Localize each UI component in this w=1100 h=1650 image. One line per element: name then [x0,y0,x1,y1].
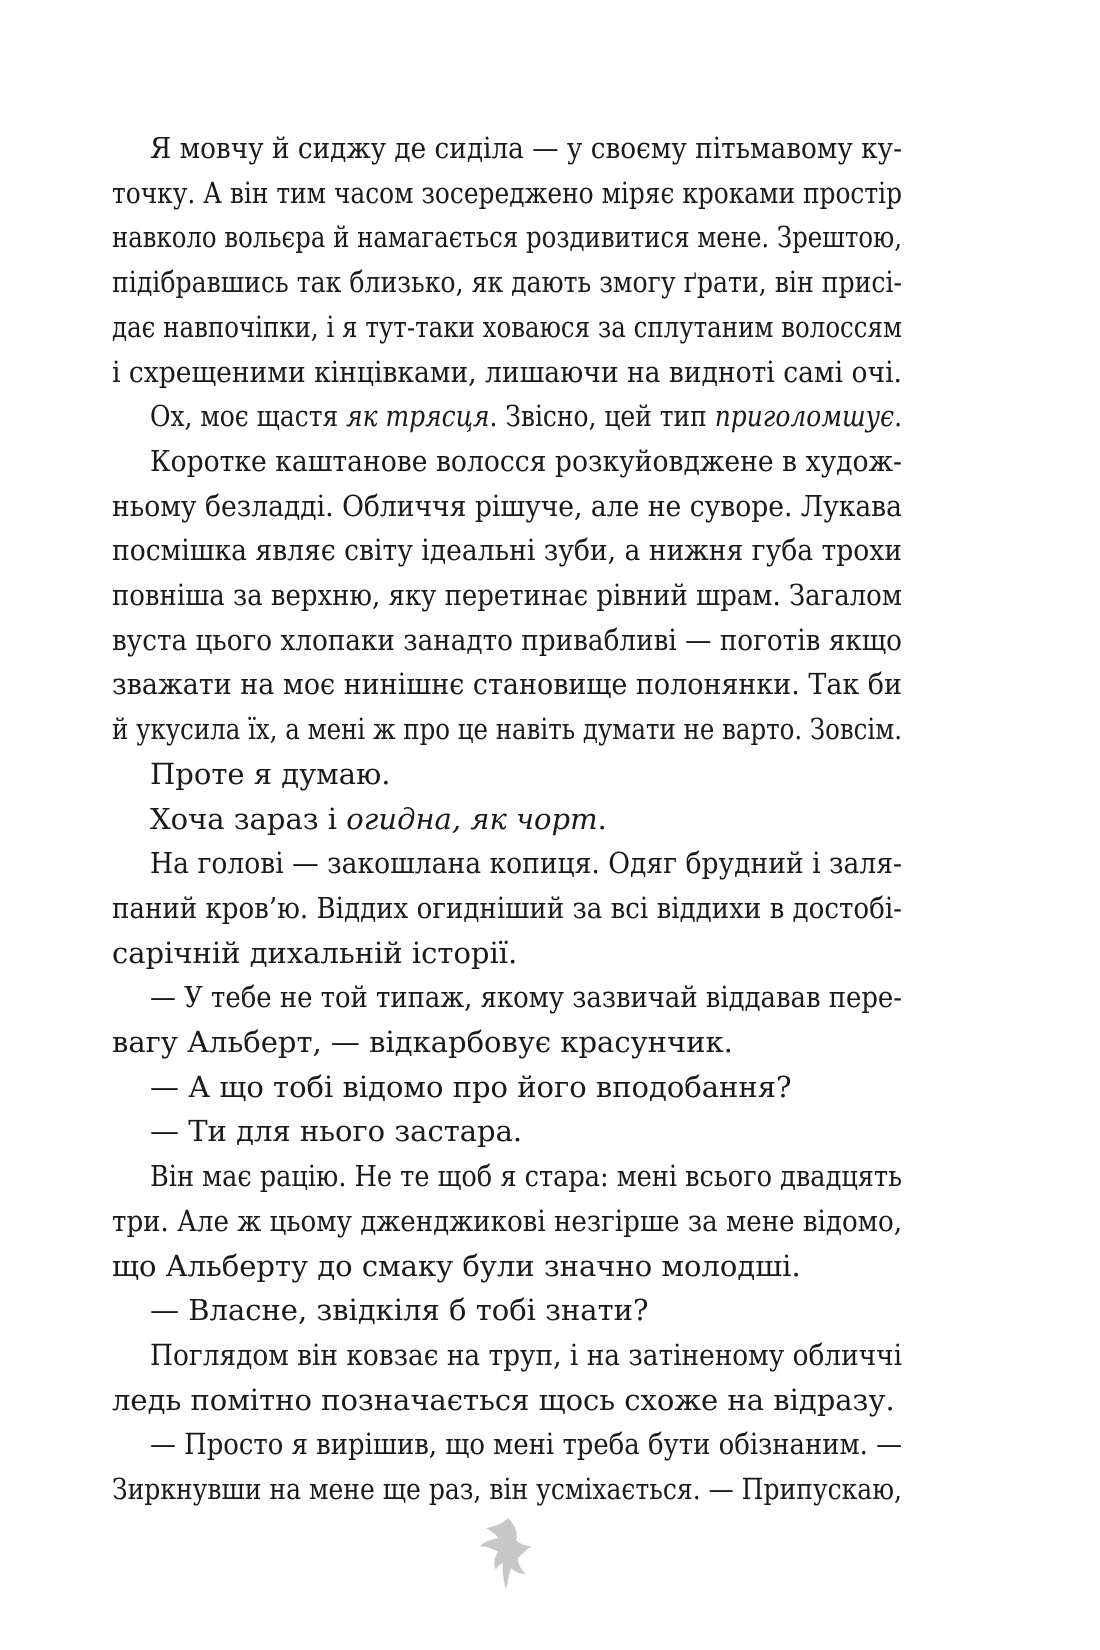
text-span: Зиркнувши на мене ще раз, він усміхається. — Припускаю, [112,1472,902,1506]
text-line [112,1378,902,1422]
text-line [112,305,902,349]
text-span: і схрещеними кінцівками, лишаючи на видноті самі очі. [112,354,902,389]
text-span: зважати на моє нинішнє становище полонянки. Так би [112,667,902,702]
text-span: повніша за верхню, яку перетинає рівний шрам. Загалом [112,578,902,612]
text-span: дає навпочіпки, і я тут-таки ховаюся за сплутаним волоссям [112,309,902,344]
text-span: три. Але ж цьому дженджикові незгірше за мене відомо, [112,1203,902,1238]
text-span: . Звісно, цей тип [489,399,715,434]
text-line [150,975,902,1019]
text-line [112,1244,902,1288]
text-line [112,707,902,751]
italic-text: огидна, як чорт [346,801,598,836]
text-span: що Альберту до смаку були значно молодші. [112,1248,801,1283]
text-line [150,1065,902,1109]
text-line [112,484,902,528]
italic-text: як трясця [346,399,490,434]
text-line [150,126,902,170]
text-span: . [597,801,607,836]
text-span: вагу Альберт, — відкарбовує красунчик. [112,1025,733,1059]
text-line [150,1109,902,1153]
text-span: — Просто я вирішив, що мені треба бути обізнаним. — [150,1427,902,1462]
text-span: Ох, моє щастя [150,399,347,434]
text-line [112,1020,902,1064]
text-span: Він має рацію. Не те щоб я стара: мені всього двадцять [150,1159,902,1194]
text-line [150,394,902,438]
text-line [112,260,902,304]
text-span: посмішка являє світу ідеальні зуби, а нижня губа трохи [112,533,902,568]
text-line [150,1422,902,1466]
text-span: На голові — закошлана копиця. Одяг брудний і заля- [150,846,902,881]
text-span: паний кров’ю. Віддих огидніший за всі віддихи в достобі- [112,890,902,925]
text-span: сарічній дихальній історії. [112,935,518,970]
text-line [112,573,902,617]
text-span: навколо вольєра й намагається роздивитися мене. Зрештою, [112,220,902,255]
text-line [112,618,902,662]
text-span: — Ти для нього застара. [150,1114,523,1149]
text-span: ледь помітно позначається щось схоже на відразу. [112,1382,895,1417]
text-line [112,171,902,215]
text-line [112,215,902,259]
text-span: — А що тобі відомо про його вподобання? [150,1069,792,1104]
text-span: — Власне, звідкіля б тобі знати? [150,1293,649,1328]
text-line [150,841,902,885]
text-line [112,931,902,975]
text-line [112,662,902,706]
text-line [150,797,902,841]
text-line [150,1288,902,1332]
text-span: точку. А він тим часом зосереджено міряє кроками простір [112,175,902,210]
text-line [150,1333,902,1377]
text-span: — У тебе не той типаж, якому зазвичай віддавав пере- [150,980,902,1015]
text-line [150,439,902,483]
text-span: Я мовчу й сиджу де сиділа — у своєму пітьмавому ку- [150,131,902,165]
text-line [112,1199,902,1243]
text-span: й укусила їх, а мені ж про це навіть думати не варто. Зовсім. [112,712,902,747]
text-line [150,1154,902,1198]
text-span: Коротке каштанове волосся розкуйовджене в худож- [150,443,902,478]
text-line [112,350,902,394]
text-span: Проте я думаю. [150,756,391,791]
text-span: ньому безладді. Обличчя рішуче, але не суворе. Лукава [112,488,902,523]
text-line [112,1467,902,1511]
text-span: . [894,399,902,434]
text-line [112,528,902,572]
text-span: Хоча зараз і [150,801,347,836]
text-span: підібравшись так близько, як дають змогу ґрати, він присі- [112,265,902,300]
raven-ornament-icon [478,1516,534,1592]
italic-text: приголомшує [714,399,895,434]
text-line [112,886,902,930]
text-line [150,752,902,796]
text-span: вуста цього хлопаки занадто привабливі — поготів якщо [112,622,902,657]
text-span: Поглядом він ковзає на труп, і на затіненому обличчі [150,1337,902,1372]
